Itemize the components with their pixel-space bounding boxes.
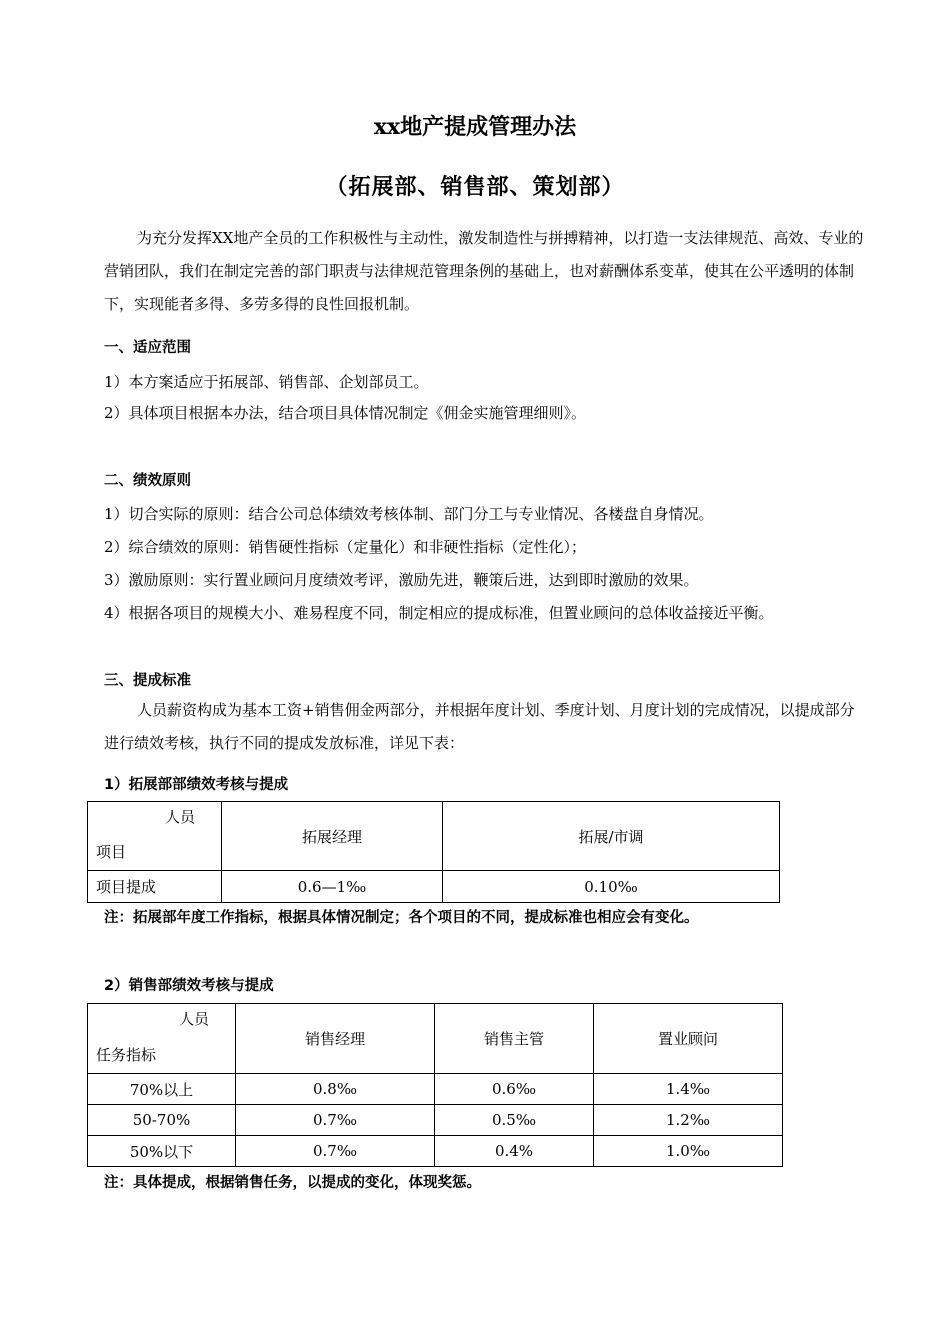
document-subtitle: （拓展部、销售部、策划部） bbox=[325, 174, 625, 200]
expansion-commission-table bbox=[87, 801, 780, 903]
table2-corner-bottom: 任务指标 bbox=[96, 1046, 157, 1064]
table1-cell: 0.10‰ bbox=[443, 871, 780, 903]
table2-corner-cell bbox=[88, 1004, 236, 1074]
sales-commission-table bbox=[87, 1003, 783, 1167]
table2-cell: 0.6‰ bbox=[435, 1074, 594, 1105]
section3-intro: 人员薪资构成为基本工资+销售佣金两部分，并根据年度计划、季度计划、月度计划的完成情况，以提成部分进行绩效考核，执行不同的提成发放标准，详见下表： bbox=[104, 701, 855, 752]
section1-heading: 一、适应范围 bbox=[104, 340, 191, 356]
intro-paragraph: 为充分发挥XX地产全员的工作积极性与主动性，激发制造性与拼搏精神，以打造一支法律规范、高效、专业的营销团队，我们在制定完善的部门职责与法律规范管理条例的基础上，也对薪酬体系变革，使其在公平透明的体制下，实现能者多得、多劳多得的良性回报机制。 bbox=[104, 229, 864, 313]
table1-note: 注：拓展部年度工作指标，根据具体情况制定；各个项目的不同，提成标准也相应会有变化。 bbox=[104, 910, 699, 926]
table2-cell: 1.0‰ bbox=[594, 1136, 783, 1167]
table2-header: 销售经理 bbox=[236, 1004, 435, 1074]
table2-cell: 1.2‰ bbox=[594, 1105, 783, 1136]
table2-cell: 0.8‰ bbox=[236, 1074, 435, 1105]
table1-header: 拓展/市调 bbox=[443, 802, 780, 871]
section1-item: 1）本方案适应于拓展部、销售部、企划部员工。 bbox=[104, 373, 429, 391]
table-row bbox=[88, 1074, 783, 1105]
table1-corner-bottom: 项目 bbox=[96, 843, 127, 861]
document-title: xx地产提成管理办法 bbox=[373, 114, 577, 140]
section2-item: 2）综合绩效的原则：销售硬性指标（定量化）和非硬性指标（定性化）； bbox=[104, 538, 587, 556]
table-row bbox=[88, 871, 780, 903]
table1-row-label: 项目提成 bbox=[88, 871, 222, 903]
section2-heading: 二、绩效原则 bbox=[104, 473, 191, 489]
section2-item: 1）切合实际的原则：结合公司总体绩效考核体制、部门分工与专业情况、各楼盘自身情况。 bbox=[104, 505, 714, 523]
table2-row-label: 50-70% bbox=[88, 1105, 236, 1136]
table2-cell: 1.4‰ bbox=[594, 1074, 783, 1105]
table-row bbox=[88, 1136, 783, 1167]
section1-item: 2）具体项目根据本办法，结合项目具体情况制定《佣金实施管理细则》。 bbox=[104, 404, 587, 422]
table2-header: 置业顾问 bbox=[594, 1004, 783, 1074]
table1-cell: 0.6—1‰ bbox=[222, 871, 443, 903]
table2-row-label: 70%以上 bbox=[88, 1074, 236, 1105]
table2-caption: 2）销售部绩效考核与提成 bbox=[104, 978, 274, 994]
table2-header: 销售主管 bbox=[435, 1004, 594, 1074]
table2-cell: 0.4% bbox=[435, 1136, 594, 1167]
table2-cell: 0.7‰ bbox=[236, 1105, 435, 1136]
table1-caption: 1）拓展部部绩效考核与提成 bbox=[104, 777, 289, 793]
table2-row-label: 50%以下 bbox=[88, 1136, 236, 1167]
table2-corner-top: 人员 bbox=[178, 1010, 209, 1028]
table1-header: 拓展经理 bbox=[222, 802, 443, 871]
section2-item: 4）根据各项目的规模大小、难易程度不同，制定相应的提成标准，但置业顾问的总体收益接近平衡。 bbox=[104, 604, 774, 622]
table1-corner-cell bbox=[88, 802, 222, 871]
section3-heading: 三、提成标准 bbox=[104, 673, 191, 689]
table2-note: 注：具体提成，根据销售任务，以提成的变化，体现奖惩。 bbox=[104, 1175, 481, 1191]
table2-cell: 0.7‰ bbox=[236, 1136, 435, 1167]
table1-corner-top: 人员 bbox=[164, 808, 195, 826]
table2-cell: 0.5‰ bbox=[435, 1105, 594, 1136]
section2-item: 3）激励原则：实行置业顾问月度绩效考评，激励先进，鞭策后进，达到即时激励的效果。 bbox=[104, 571, 699, 589]
table-row bbox=[88, 1105, 783, 1136]
